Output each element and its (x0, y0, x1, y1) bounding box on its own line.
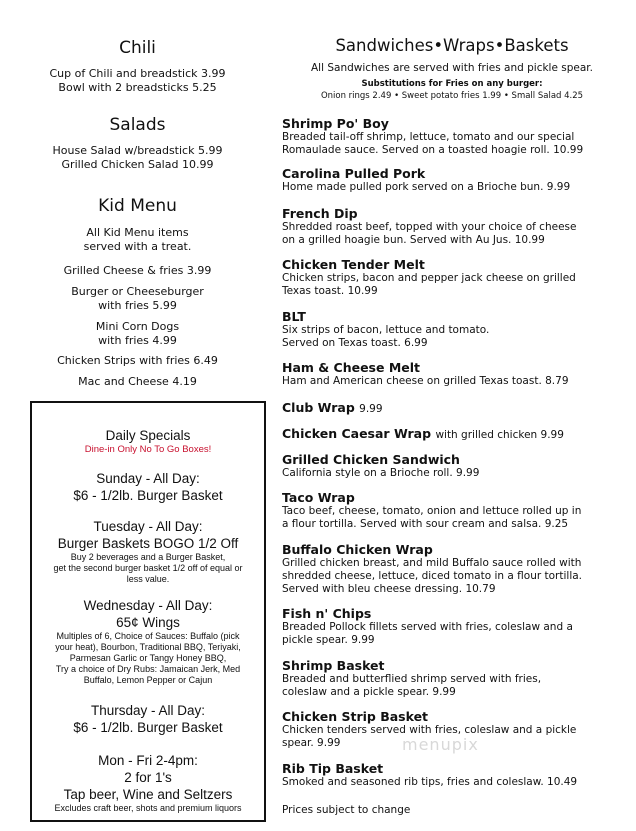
menu-item (282, 452, 622, 480)
kid-item-price: with fries 4.99 (98, 334, 177, 347)
sandwiches-intro: All Sandwiches are served with fries and pickle spear. (311, 62, 593, 74)
kid-item: Burger or Cheeseburger (71, 285, 204, 298)
substitutions-title: Substitutions for Fries on any burger: (361, 79, 543, 89)
item-desc: coleslaw and a pickle spear. 9.99 (282, 686, 456, 698)
kid-item: Grilled Cheese & fries 3.99 (63, 264, 212, 277)
item-desc: with grilled chicken 9.99 (435, 429, 564, 441)
menu-item (282, 490, 622, 531)
item-name: Chicken Caesar Wrap (282, 426, 432, 441)
substitutions: Onion rings 2.49 • Sweet potato fries 1.99 • Small Salad 4.25 (320, 91, 584, 101)
monfri-offer-detail: Tap beer, Wine and Seltzers (63, 787, 233, 802)
kid-item: Mini Corn Dogs (95, 320, 180, 333)
item-desc: Breaded and butterflied shrimp served with fries, (282, 673, 542, 685)
item-name: Chicken Strip Basket (282, 709, 429, 724)
item-name: Grilled Chicken Sandwich (282, 452, 460, 467)
item-desc: Served with bleu cheese dressing. 10.79 (282, 583, 496, 595)
item-price: 9.99 (359, 403, 383, 415)
specials-title: Daily Specials (105, 428, 191, 443)
kid-menu-note: All Kid Menu items (86, 226, 189, 239)
item-name: Chicken Tender Melt (282, 257, 425, 272)
item-desc: Smoked and seasoned rib tips, fries and coleslaw. 10.49 (282, 776, 578, 788)
menu-item (282, 309, 622, 350)
item-name: Shrimp Po' Boy (282, 116, 389, 131)
sandwiches-title: Sandwiches•Wraps•Baskets (335, 36, 569, 55)
salads-title: Salads (109, 115, 166, 135)
item-name: Taco Wrap (282, 490, 355, 505)
item-desc: Romaulade sauce. Served on a toasted hoagie roll. 10.99 (282, 144, 584, 156)
watermark: menupix (402, 735, 479, 754)
menu-item (282, 426, 622, 443)
menu-item (282, 257, 622, 298)
item-desc: Breaded tail-off shrimp, lettuce, tomato and our special (282, 131, 575, 143)
tuesday-offer: Burger Baskets BOGO 1/2 Off (57, 536, 239, 551)
kid-item: Mac and Cheese 4.19 (78, 375, 197, 388)
item-desc: Six strips of bacon, lettuce and tomato. (282, 324, 490, 336)
menu-item (282, 761, 622, 789)
monfri-heading: Mon - Fri 2-4pm: (98, 753, 198, 768)
salad-item: House Salad w/breadstick 5.99 (52, 144, 223, 157)
item-desc: Served on Texas toast. 6.99 (282, 337, 428, 349)
item-desc: Ham and American cheese on grilled Texas toast. 8.79 (282, 375, 569, 387)
item-name: Buffalo Chicken Wrap (282, 542, 433, 557)
salad-item: Grilled Chicken Salad 10.99 (61, 158, 214, 171)
item-desc: Taco beef, cheese, tomato, onion and lettuce rolled up in (282, 505, 582, 517)
wednesday-detail: Buffalo, Lemon Pepper or Cajun (83, 675, 213, 685)
wednesday-offer: 65¢ Wings (116, 615, 180, 630)
item-desc: Texas toast. 10.99 (282, 285, 378, 297)
menu-item (282, 658, 622, 699)
item-desc: California style on a Brioche roll. 9.99 (282, 467, 480, 479)
item-desc: shredded cheese, lettuce, diced tomato in a flour tortilla. (282, 570, 583, 582)
item-desc: Home made pulled pork served on a Brioche bun. 9.99 (282, 181, 571, 193)
item-desc: Breaded Pollock fillets served with fries, coleslaw and a (282, 621, 573, 633)
chili-item: Cup of Chili and breadstick 3.99 (49, 67, 226, 80)
tuesday-detail: less value. (126, 574, 170, 584)
menu-item (282, 360, 622, 388)
item-desc: on a grilled hoagie bun. Served with Au Jus. 10.99 (282, 234, 545, 246)
monfri-offer: 2 for 1's (124, 770, 172, 785)
item-name: French Dip (282, 206, 358, 221)
kid-item: Chicken Strips with fries 6.49 (57, 354, 218, 367)
item-desc: Chicken tenders served with fries, coleslaw and a pickle (282, 724, 577, 736)
specials-subtitle: Dine-in Only No To Go Boxes! (84, 444, 212, 455)
wednesday-detail: your heat), Bourbon, Traditional BBQ, Teriyaki, (55, 642, 241, 652)
sunday-offer: $6 - 1/2lb. Burger Basket (73, 488, 223, 503)
kid-item-price: with fries 5.99 (98, 299, 177, 312)
menu-item (282, 400, 622, 417)
menu-item (282, 542, 622, 596)
wednesday-heading: Wednesday - All Day: (83, 598, 213, 613)
wednesday-detail: Try a choice of Dry Rubs: Jamaican Jerk, Med (55, 664, 241, 674)
kid-menu-note: served with a treat. (83, 240, 192, 253)
tuesday-heading: Tuesday - All Day: (93, 519, 203, 534)
wednesday-detail: Parmesan Garlic or Tangy Honey BBQ, (69, 653, 227, 663)
item-desc: Shredded roast beef, topped with your choice of cheese (282, 221, 577, 233)
menu-item (282, 206, 622, 247)
kid-menu-title: Kid Menu (98, 196, 177, 216)
wednesday-detail: Multiples of 6, Choice of Sauces: Buffalo (pick (56, 631, 240, 641)
menu-item (282, 166, 622, 194)
chili-item: Bowl with 2 breadsticks 5.25 (58, 81, 217, 94)
item-desc: spear. 9.99 (282, 737, 341, 749)
item-name: Shrimp Basket (282, 658, 385, 673)
item-desc: pickle spear. 9.99 (282, 634, 375, 646)
chili-title: Chili (119, 38, 156, 58)
sunday-heading: Sunday - All Day: (96, 471, 200, 486)
thursday-offer: $6 - 1/2lb. Burger Basket (73, 720, 223, 735)
item-name: Rib Tip Basket (282, 761, 384, 776)
thursday-heading: Thursday - All Day: (90, 703, 206, 718)
tuesday-detail: Buy 2 beverages and a Burger Basket, (70, 552, 226, 562)
item-desc: Grilled chicken breast, and mild Buffalo sauce rolled with (282, 557, 582, 569)
menu-item (282, 116, 622, 157)
item-name: Fish n' Chips (282, 606, 372, 621)
daily-specials-box (30, 401, 266, 822)
tuesday-detail: get the second burger basket 1/2 off of equal or (53, 563, 243, 573)
item-desc: a flour tortilla. Served with sour cream and salsa. 9.25 (282, 518, 569, 530)
menu-item (282, 606, 622, 647)
item-name: Carolina Pulled Pork (282, 166, 426, 181)
item-name: Club Wrap (282, 400, 355, 415)
item-desc: Chicken strips, bacon and pepper jack cheese on grilled (282, 272, 576, 284)
prices-note: Prices subject to change (282, 804, 411, 816)
monfri-exclusions: Excludes craft beer, shots and premium liquors (54, 803, 242, 813)
item-name: BLT (282, 309, 306, 324)
item-name: Ham & Cheese Melt (282, 360, 421, 375)
